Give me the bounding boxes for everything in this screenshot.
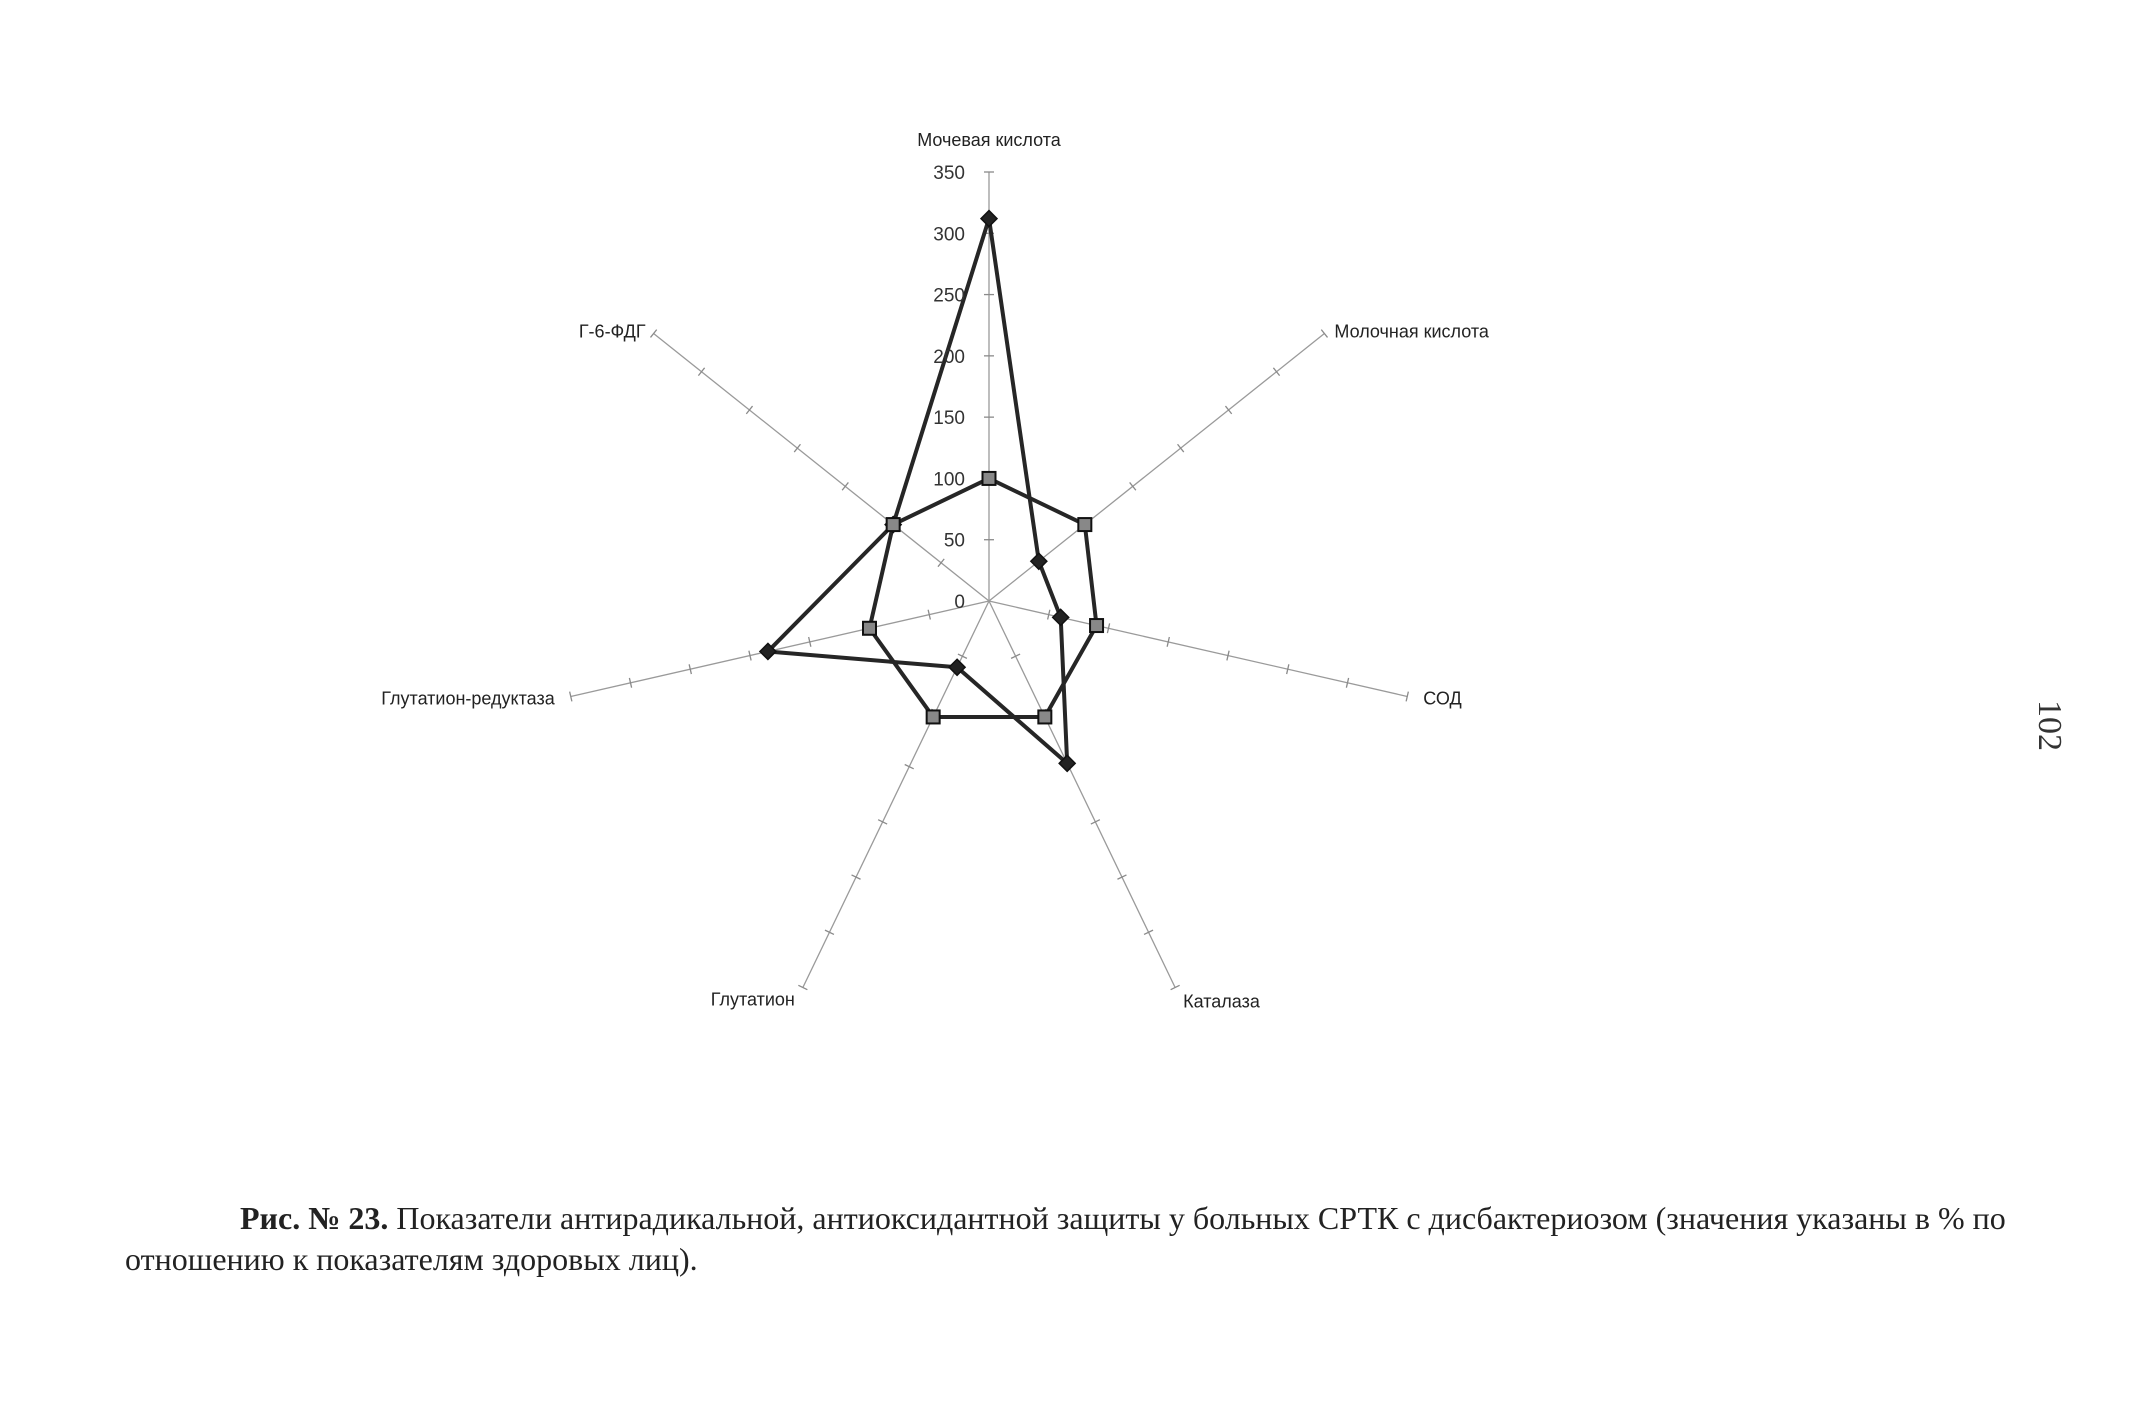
radar-point-square (863, 622, 876, 635)
radar-tick-mark (958, 654, 967, 658)
radar-point-square (1078, 518, 1091, 531)
radar-point-diamond (1031, 553, 1047, 569)
radar-spoke (803, 601, 989, 988)
radar-axis-title: Молочная кислота (1334, 321, 1489, 342)
radar-tick-mark (878, 820, 887, 824)
radar-spoke (989, 601, 1407, 696)
radar-tick-label: 150 (933, 408, 965, 430)
radar-series-line (768, 219, 1067, 764)
radar-tick-label: 200 (933, 346, 965, 368)
radar-tick-mark (938, 559, 944, 567)
radar-axis-title: Каталаза (1183, 991, 1260, 1012)
radar-axis-title: Мочевая кислота (917, 130, 1061, 150)
radar-tick-mark (1144, 930, 1153, 934)
radar-tick-mark (1011, 654, 1020, 658)
radar-axis-title: Г-6-ФДГ (578, 321, 646, 342)
radar-tick-mark (825, 930, 834, 934)
radar-tick-label: 250 (933, 285, 965, 307)
radar-spoke (989, 601, 1175, 988)
figure-caption (125, 1198, 2035, 1280)
radar-point-square (1038, 710, 1051, 723)
radar-series (760, 211, 1103, 772)
radar-spoke (571, 601, 989, 696)
radar-axis-title: Глутатион (710, 989, 795, 1010)
radar-labels (381, 130, 1490, 1012)
radar-tick-label: 300 (933, 224, 965, 246)
radar-tick-mark (1117, 875, 1126, 879)
radar-tick-mark (746, 406, 752, 414)
radar-tick-mark (1091, 820, 1100, 824)
radar-point-diamond (981, 211, 997, 227)
radar-tick-mark (842, 482, 848, 490)
radar-tick-mark (1225, 406, 1231, 414)
radar-tick-mark (905, 764, 914, 768)
radar-tick-mark (794, 444, 800, 452)
radar-tick-mark (1130, 482, 1136, 490)
radar-tick-mark (1171, 985, 1180, 989)
radar-tick-label: 50 (943, 530, 965, 552)
radar-tick-label: 350 (933, 163, 965, 184)
radar-axes (570, 172, 1409, 990)
radar-tick-mark (1178, 444, 1184, 452)
radar-axis-title: СОД (1423, 688, 1462, 709)
radar-point-diamond (1053, 609, 1069, 625)
page-number: 102 (2031, 700, 2068, 751)
radar-tick-mark (798, 985, 807, 989)
radar-tick-mark (1321, 330, 1327, 338)
radar-point-square (927, 710, 940, 723)
radar-axis-title: Глутатион-редуктаза (381, 688, 555, 709)
caption-text: Показатели антирадикальной, антиоксидантной защиты у больных СРТК с дисбактериозом (значения указаны в % по отношению к показателям здоровых лиц). (125, 1200, 2006, 1277)
radar-point-square (887, 518, 900, 531)
radar-tick-label: 100 (933, 469, 965, 491)
caption-label: Рис. № 23. (240, 1200, 389, 1236)
radar-point-square (1090, 619, 1103, 632)
radar-tick-mark (650, 330, 656, 338)
radar-tick-mark (1273, 368, 1279, 376)
radar-tick-mark (698, 368, 704, 376)
radar-tick-label: 0 (954, 592, 965, 613)
radar-tick-mark (852, 875, 861, 879)
radar-point-square (983, 472, 996, 485)
